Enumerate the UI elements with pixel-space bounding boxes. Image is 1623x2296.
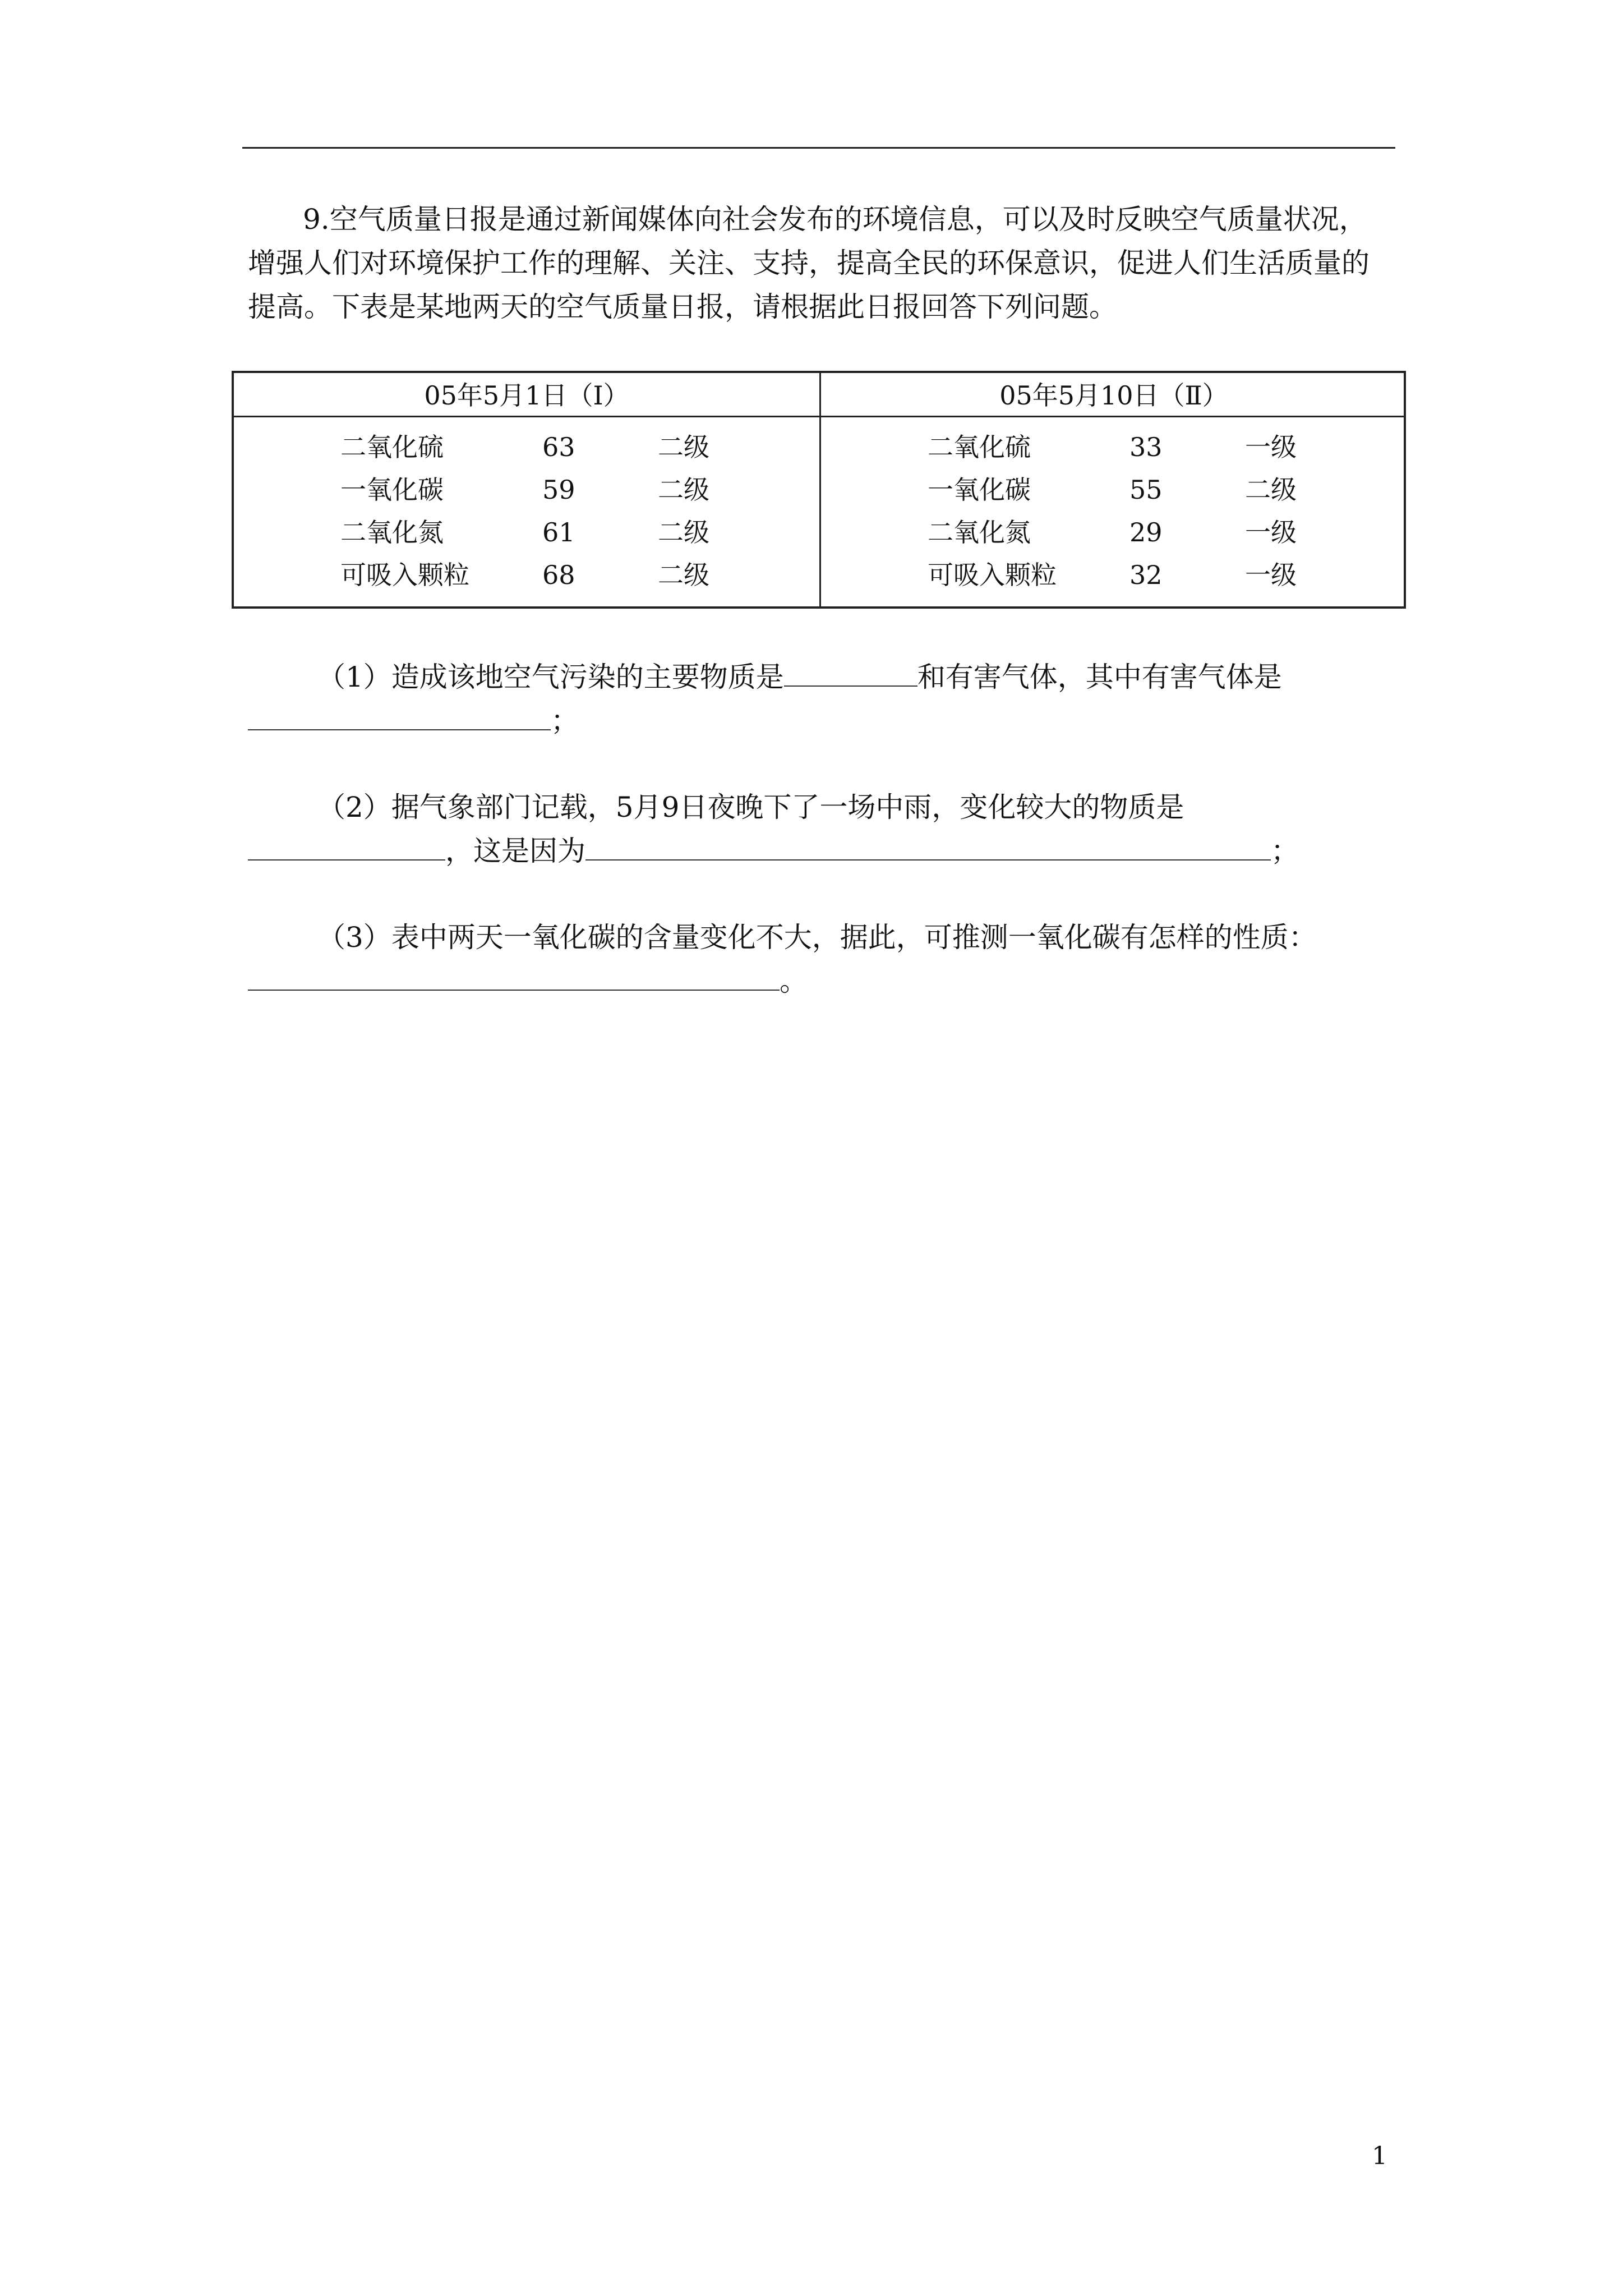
question-3-line-1: （3）表中两天一氧化碳的含量变化不大，据此，可推测一氧化碳有怎样的性质： [317, 921, 1317, 954]
question-2-end: ； [1271, 835, 1299, 867]
answer-blank-1b[interactable] [248, 707, 551, 730]
question-1-line-2 [248, 699, 1395, 743]
pollutant-index: 55 [1129, 475, 1163, 505]
answer-blank-3[interactable] [248, 967, 780, 991]
header-rule [242, 147, 1395, 149]
pollutant-index: 32 [1129, 560, 1163, 590]
pollutant-grade: 二级 [1245, 475, 1297, 505]
pollutant-grade: 二级 [658, 475, 709, 505]
question-1-text-a: （1）造成该地空气污染的主要物质是 [317, 661, 784, 693]
pollutant-name: 二氧化硫 [928, 432, 1031, 462]
question-2-line-2 [248, 829, 1395, 873]
pollutant-name: 可吸入颗粒 [340, 560, 469, 590]
pollutant-name: 二氧化氮 [928, 517, 1031, 547]
table-row [234, 468, 819, 511]
pollutant-name: 二氧化氮 [340, 517, 444, 547]
pollutant-index: 68 [542, 560, 575, 590]
question-3 [248, 915, 1395, 1003]
pollutant-grade: 一级 [1245, 517, 1297, 547]
question-1-line-1 [248, 655, 1395, 699]
question-9-intro [248, 197, 1395, 329]
answer-blank-2b[interactable] [585, 837, 1271, 861]
question-1-end: ； [551, 705, 579, 737]
day2-header: 05年5月10日（Ⅱ） [999, 380, 1228, 411]
question-3-end: 。 [780, 965, 808, 997]
pollutant-name: 可吸入颗粒 [928, 560, 1057, 590]
pollutant-index: 29 [1129, 517, 1163, 547]
question-2 [248, 785, 1395, 873]
table-row [821, 468, 1407, 511]
day1-header: 05年5月1日（Ⅰ） [424, 380, 629, 411]
table-row [821, 554, 1407, 596]
pollutant-index: 61 [542, 517, 575, 547]
question-1 [248, 655, 1395, 743]
answer-blank-1a[interactable] [784, 663, 917, 687]
pollutant-name: 一氧化碳 [340, 475, 444, 505]
pollutant-grade: 二级 [658, 560, 709, 590]
day2-column [821, 373, 1407, 606]
question-3-line-2 [248, 959, 1395, 1003]
table-row [234, 426, 819, 468]
pollutant-grade: 一级 [1245, 560, 1297, 590]
question-1-text-b: 和有害气体，其中有害气体是 [917, 661, 1282, 693]
intro-line-1: 9.空气质量日报是通过新闻媒体向社会发布的环境信息，可以及时反映空气质量状况， [303, 203, 1367, 236]
page-number: 1 [1372, 2142, 1387, 2170]
pollutant-index: 63 [542, 432, 575, 462]
table-row [821, 426, 1407, 468]
pollutant-index: 59 [542, 475, 575, 505]
table-row [234, 554, 819, 596]
question-2-text-b: ，这是因为 [445, 835, 585, 867]
pollutant-name: 一氧化碳 [928, 475, 1031, 505]
answer-blank-2a[interactable] [248, 837, 445, 861]
pollutant-index: 33 [1129, 432, 1163, 462]
intro-line-2: 增强人们对环境保护工作的理解、关注、支持，提高全民的环保意识，促进人们生活质量的 [248, 247, 1370, 279]
table-row [234, 511, 819, 554]
intro-line-3: 提高。下表是某地两天的空气质量日报，请根据此日报回答下列问题。 [248, 291, 1117, 323]
air-quality-table [232, 371, 1406, 609]
pollutant-name: 二氧化硫 [340, 432, 444, 462]
pollutant-grade: 二级 [658, 432, 709, 462]
table-row [821, 511, 1407, 554]
day1-column [234, 373, 819, 606]
pollutant-grade: 二级 [658, 517, 709, 547]
question-2-line-1: （2）据气象部门记载，5月9日夜晚下了一场中雨，变化较大的物质是 [317, 791, 1184, 823]
pollutant-grade: 一级 [1245, 432, 1297, 462]
